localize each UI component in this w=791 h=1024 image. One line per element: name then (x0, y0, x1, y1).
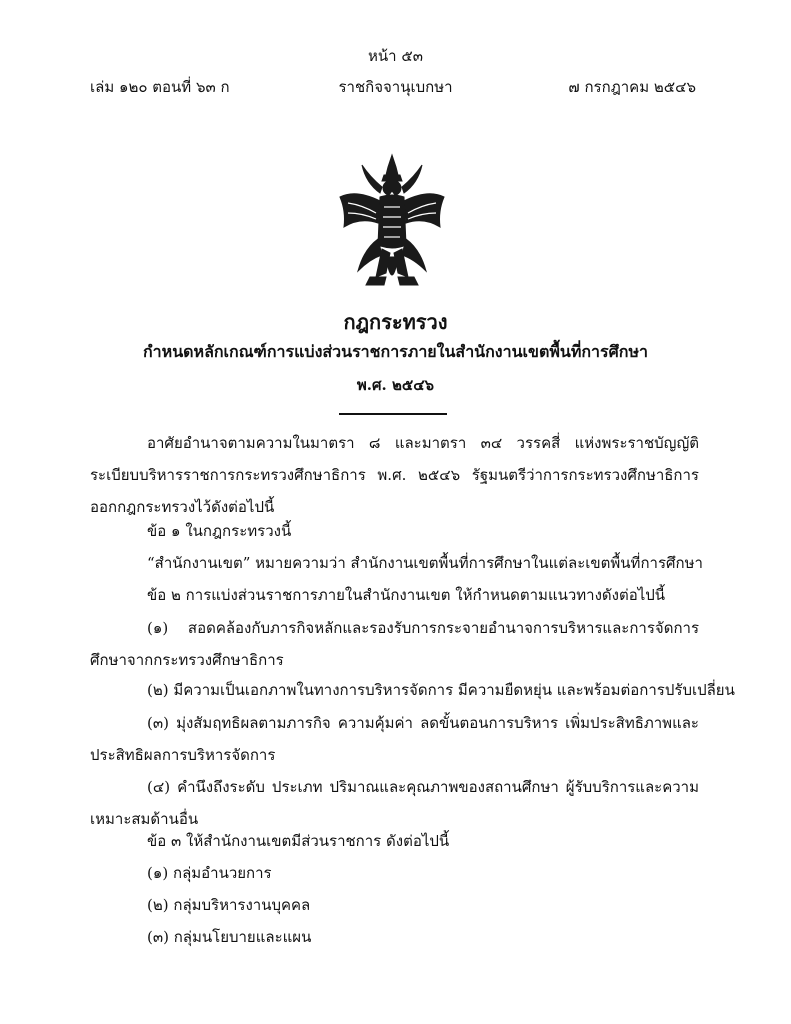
publication-name: ราชกิจจานุเบกษา (338, 78, 453, 96)
publication-date: ๗ กรกฎาคม ๒๕๔๖ (568, 78, 696, 96)
clause-2-item-2: (๒) มีความเป็นเอกภาพในทางการบริหารจัดการ มีความยืดหยุ่น และพร้อมต่อการปรับเปลี่ยน (147, 681, 735, 699)
document-title: กฎกระทรวง (343, 310, 448, 334)
clause-3-item-3: (๓) กลุ่มนโยบายและแผน (147, 928, 312, 946)
page-number: หน้า ๕๓ (368, 47, 423, 65)
clause-3-item-1: (๑) กลุ่มอำนวยการ (147, 864, 272, 882)
clause-2-item-4: (๔) คำนึงถึงระดับ ประเภท ปริมาณและคุณภาพของสถานศึกษา ผู้รับบริการและความเหมาะสมด้านอื่น (90, 778, 699, 828)
garuda-emblem (336, 153, 448, 295)
clause-3: ข้อ ๓ ให้สำนักงานเขตมีส่วนราชการ ดังต่อไปนี้ (147, 832, 450, 850)
title-divider (339, 413, 447, 415)
clause-2: ข้อ ๒ การแบ่งส่วนราชการภายในสำนักงานเขต ให้กำหนดตามแนวทางดังต่อไปนี้ (147, 586, 666, 604)
clause-1: ข้อ ๑ ในกฎกระทรวงนี้ (147, 522, 292, 540)
clause-2-item-1: (๑) สอดคล้องกับภารกิจหลักและรองรับการกระจายอำนาจการบริหารและการจัดการศึกษาจากกระทรวงศึกษาธิการ (90, 619, 699, 669)
clause-2-item-3: (๓) มุ่งสัมฤทธิผลตามภารกิจ ความคุ้มค่า ลดขั้นตอนการบริหาร เพิ่มประสิทธิภาพและประสิทธิผลการบริหารจัดการ (90, 714, 699, 764)
volume-issue: เล่ม ๑๒๐ ตอนที่ ๖๓ ก (90, 78, 230, 96)
definition-line: “สำนักงานเขต” หมายความว่า สำนักงานเขตพื้นที่การศึกษาในแต่ละเขตพื้นที่การศึกษา (147, 554, 703, 572)
document-year: พ.ศ. ๒๕๔๖ (356, 376, 435, 394)
document-subtitle: กำหนดหลักเกณฑ์การแบ่งส่วนราชการภายในสำนักงานเขตพื้นที่การศึกษา (142, 342, 649, 361)
preamble-paragraph: อาศัยอำนาจตามความในมาตรา ๘ และมาตรา ๓๔ วรรคสี่ แห่งพระราชบัญญัติระเบียบบริหารราชการกระทรวงศึกษาธิการ พ.ศ. ๒๕๔๖ รัฐมนตรีว่าการกระทรวงศึกษาธิการออกกฎกระทรวงไว้ดังต่อไปนี้ (90, 434, 699, 516)
clause-3-item-2: (๒) กลุ่มบริหารงานบุคคล (147, 896, 311, 914)
